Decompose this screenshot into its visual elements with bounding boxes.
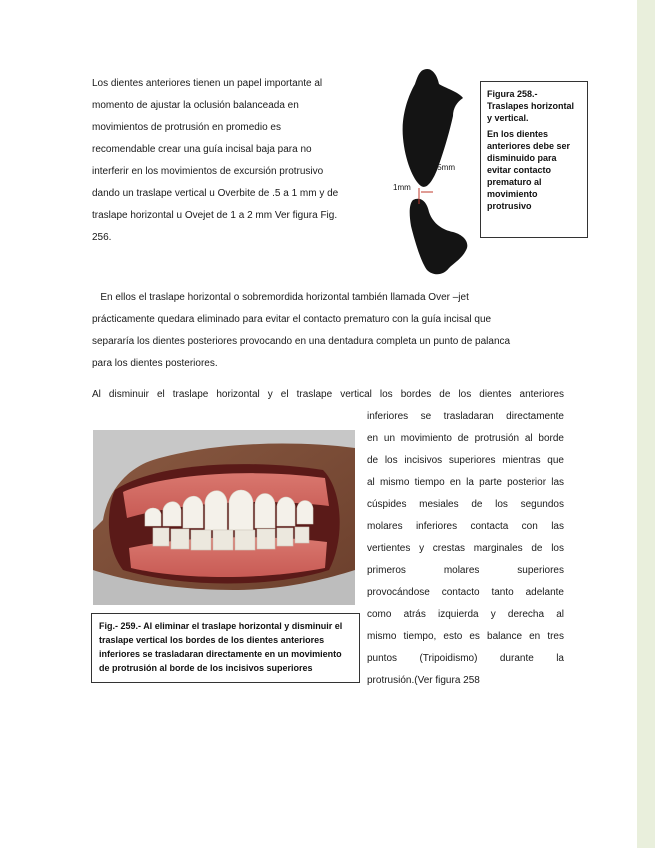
paragraph-line: puntos (Tripoidismo) durante la [367, 653, 564, 664]
paragraph-line: inferiores se trasladaran directamente [367, 411, 564, 422]
denture-occlusion-photo [93, 430, 355, 605]
paragraph-line: para los dientes posteriores. [92, 358, 218, 369]
paragraph-line: en un movimiento de protrusión al borde [367, 433, 564, 444]
caption-label: Fig.- 259.- [99, 621, 144, 631]
caption-subtitle: Traslapes horizontal y vertical. [487, 101, 575, 123]
paragraph-line: vertientes y crestas marginales de los [367, 543, 564, 554]
over-jet-paragraph [92, 287, 562, 375]
paragraph-line: molares inferiores contacta con las [367, 521, 564, 532]
intro-line: traslape horizontal u Ovejet de 1 a 2 mm Ver figura Fig. [92, 210, 338, 221]
figure-259-photo [93, 430, 355, 605]
incisor-overlap-diagram [383, 62, 478, 280]
paragraph-line: como atrás izquierda y derecha al [367, 609, 564, 620]
paragraph-line: mismo tiempo, esto es balance en tres [367, 631, 564, 642]
caption-title: Figura 258.- [487, 89, 538, 99]
figure-258-caption [480, 81, 588, 238]
paragraph-line: al mismo tiempo en la parte posterior las [367, 477, 564, 488]
paragraph-line: En ellos el traslape horizontal o sobremordida horizontal también llamada Over –jet [92, 292, 469, 303]
label-05mm: .5mm [435, 163, 455, 172]
balance-paragraph-first-line [92, 389, 564, 400]
page-margin-background [637, 0, 655, 848]
intro-paragraph [92, 73, 367, 249]
intro-line: momento de ajustar la oclusión balanceada en [92, 100, 299, 111]
intro-line: interferir en los movimientos de excursión protrusivo [92, 166, 324, 177]
paragraph-line: cúspides mesiales de los segundos [367, 499, 564, 510]
balance-paragraph-column [367, 406, 564, 692]
paragraph-line: primeros molares superiores [367, 565, 564, 576]
caption-text: Al eliminar el traslape horizontal y disminuir el traslape vertical los bordes de los dientes anteriores inferiores se trasladaran directamente en un movimiento de protrusión al borde de los incisivos superiores [99, 621, 343, 673]
intro-line: dando un traslape vertical u Overbite de .5 a 1 mm y de [92, 188, 339, 199]
intro-line: movimientos de protrusión en promedio es [92, 122, 281, 133]
caption-body: En los dientes anteriores debe ser disminuido para evitar contacto prematuro al movimiento protrusivo [487, 129, 571, 211]
intro-line: recomendable crear una guía incisal baja para no [92, 144, 312, 155]
label-1mm: 1mm [393, 183, 411, 192]
paragraph-line: prácticamente quedara eliminado para evitar el contacto prematuro con la guía incisal que [92, 314, 492, 325]
paragraph-line: provocándose contacto tanto adelante [367, 587, 564, 598]
intro-line: Los dientes anteriores tienen un papel importante al [92, 78, 323, 89]
figure-258-illustration [383, 62, 478, 280]
intro-line: 256. [92, 232, 112, 243]
paragraph-line: separaría los dientes posteriores provocando en una dentadura completa un punto de palanca [92, 336, 511, 347]
paragraph-line: Al disminuir el traslape horizontal y el traslape vertical los bordes de los dientes anteriores [92, 389, 564, 400]
figure-259-caption [91, 613, 360, 683]
paragraph-line: de los incisivos superiores mientras que [367, 455, 564, 466]
paragraph-line: protrusión.(Ver figura 258 [367, 675, 480, 686]
